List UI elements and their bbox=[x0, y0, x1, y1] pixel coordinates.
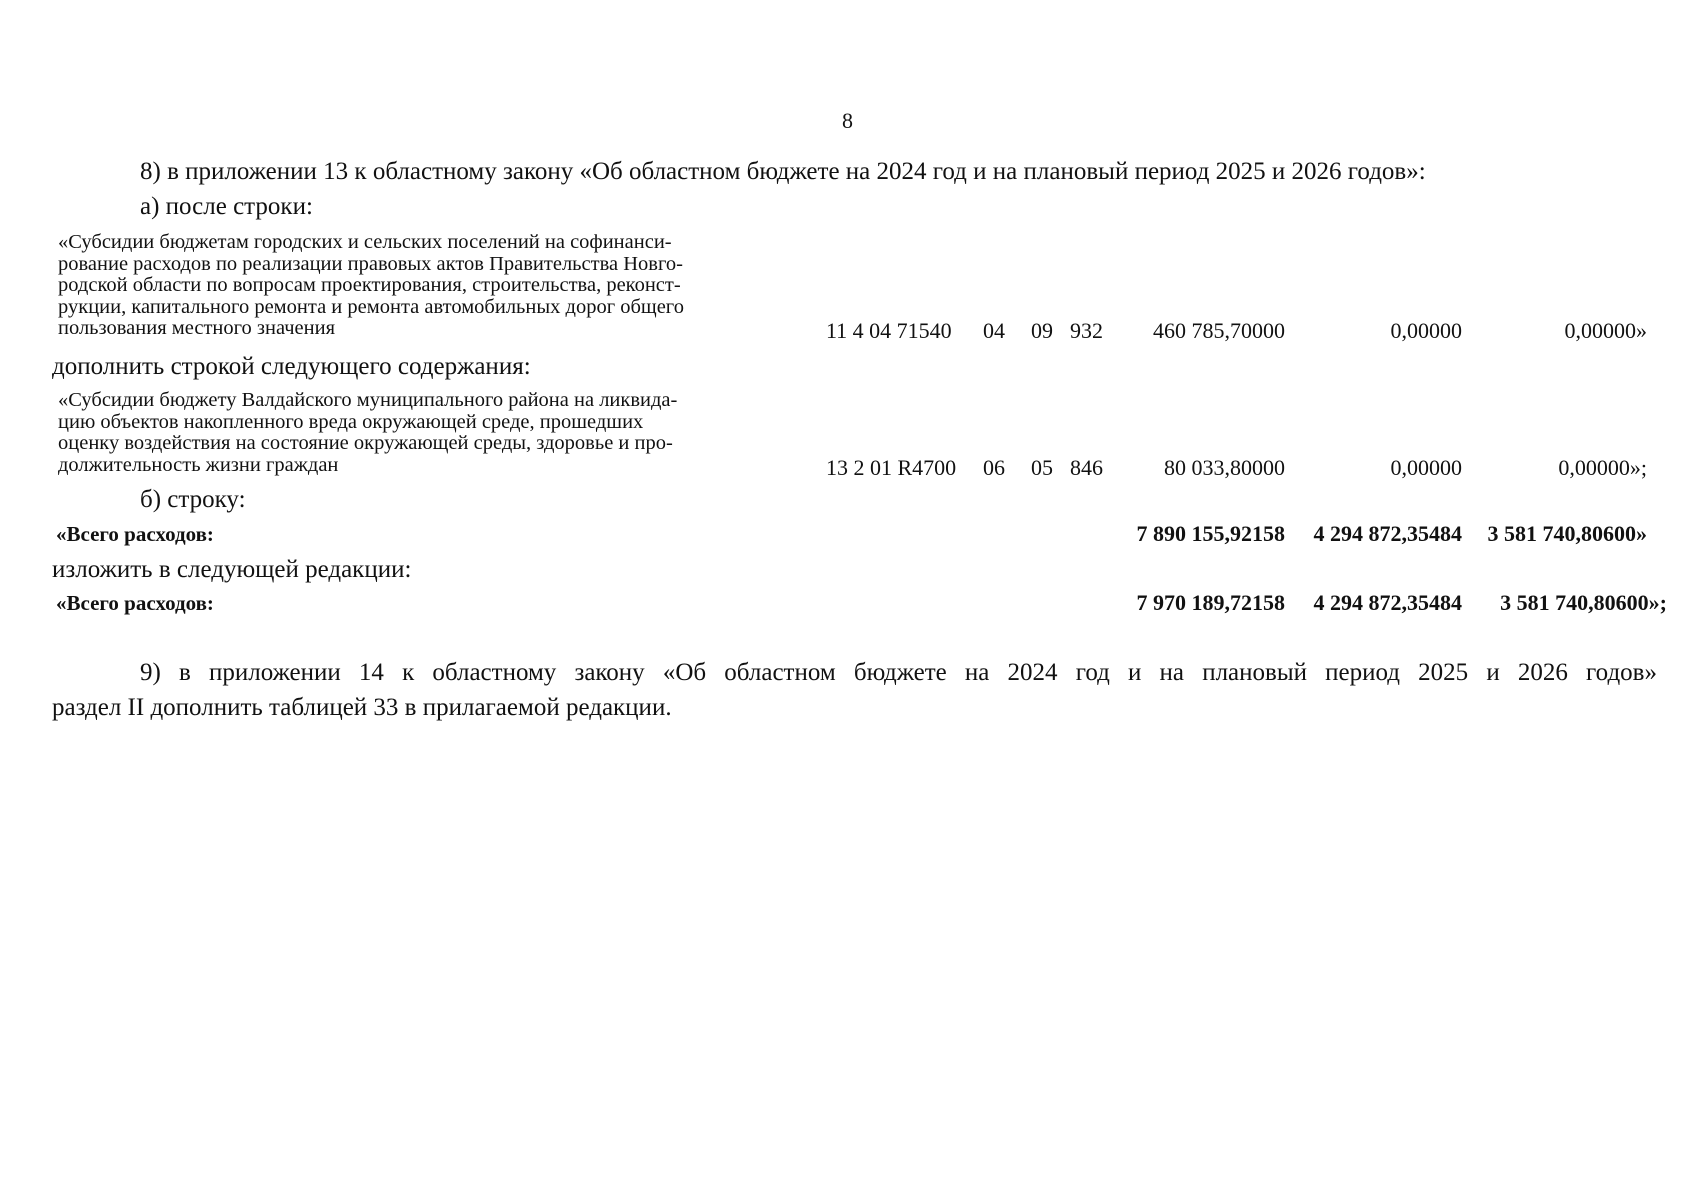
new-total-2024: 7 970 189,72158 bbox=[1136, 590, 1285, 615]
new-row-description-line: оценку воздействия на состояние окружающей среды, здоровье и про- bbox=[58, 432, 673, 454]
add-row-label: дополнить строкой следующего содержания: bbox=[52, 353, 531, 380]
old-row-description-line: рование расходов по реализации правовых актов Правительства Новго- bbox=[58, 252, 683, 275]
old-total-label: «Всего расходов: bbox=[56, 522, 214, 546]
new-total-2025: 4 294 872,35484 bbox=[1313, 590, 1462, 615]
old-row-description-line: родской области по вопросам проектирования, строительства, реконст- bbox=[58, 274, 681, 296]
new-row-description-line: цию объектов накопленного вреда окружающей среде, прошедших bbox=[58, 410, 644, 433]
new-row-razdel: 06 bbox=[983, 455, 1005, 480]
new-total-label: «Всего расходов: bbox=[56, 591, 214, 615]
new-row-2025: 0,00000 bbox=[1390, 455, 1462, 480]
new-row-podrazdel: 05 bbox=[1031, 455, 1053, 480]
old-total-2025: 4 294 872,35484 bbox=[1313, 521, 1462, 546]
item-9-line-2: раздел II дополнить таблицей 33 в прилагаемой редакции. bbox=[52, 694, 672, 721]
new-row-description-line: должительность жизни граждан bbox=[58, 453, 339, 476]
new-row-description-line: «Субсидии бюджету Валдайского муниципального района на ликвида- bbox=[58, 389, 678, 411]
new-total-2026: 3 581 740,80600»; bbox=[1500, 590, 1667, 615]
old-row-description bbox=[58, 232, 818, 340]
old-row-description-line: пользования местного значения bbox=[58, 317, 336, 339]
old-row-code: 11 4 04 71540 bbox=[826, 318, 952, 343]
old-row-2025: 0,00000 bbox=[1390, 318, 1462, 343]
old-row-description-line: «Субсидии бюджетам городских и сельских поселений на софинанси- bbox=[58, 231, 672, 253]
new-row-description bbox=[58, 390, 818, 476]
old-row-podrazdel: 09 bbox=[1031, 318, 1053, 343]
new-row-code: 13 2 01 R4700 bbox=[826, 455, 957, 480]
old-row-2024: 460 785,70000 bbox=[1153, 318, 1285, 343]
item-9-line-1: 9) в приложении 14 к областному закону «Об областном бюджете на 2024 год и на плановый период 2025 и 2026 годов» bbox=[140, 659, 1657, 686]
subitem-a-label: а) после строки: bbox=[140, 193, 313, 220]
old-row-description-line: рукции, капитального ремонта и ремонта автомобильных дорог общего bbox=[58, 295, 684, 318]
new-row-2026: 0,00000»; bbox=[1558, 455, 1647, 480]
old-total-2024: 7 890 155,92158 bbox=[1136, 521, 1285, 546]
restate-label: изложить в следующей редакции: bbox=[52, 556, 412, 583]
new-row-2024: 80 033,80000 bbox=[1164, 455, 1285, 480]
item-8-heading: 8) в приложении 13 к областному закону «Об областном бюджете на 2024 год и на плановый период 2025 и 2026 годов»: bbox=[140, 158, 1426, 185]
old-total-2026: 3 581 740,80600» bbox=[1487, 521, 1647, 546]
old-row-vid: 932 bbox=[1070, 318, 1103, 343]
old-row-2026: 0,00000» bbox=[1564, 318, 1647, 343]
subitem-b-label: б) строку: bbox=[140, 486, 246, 513]
page-number: 8 bbox=[842, 108, 853, 133]
new-row-vid: 846 bbox=[1070, 455, 1103, 480]
old-row-razdel: 04 bbox=[983, 318, 1005, 343]
item-9-paragraph bbox=[52, 655, 1657, 725]
